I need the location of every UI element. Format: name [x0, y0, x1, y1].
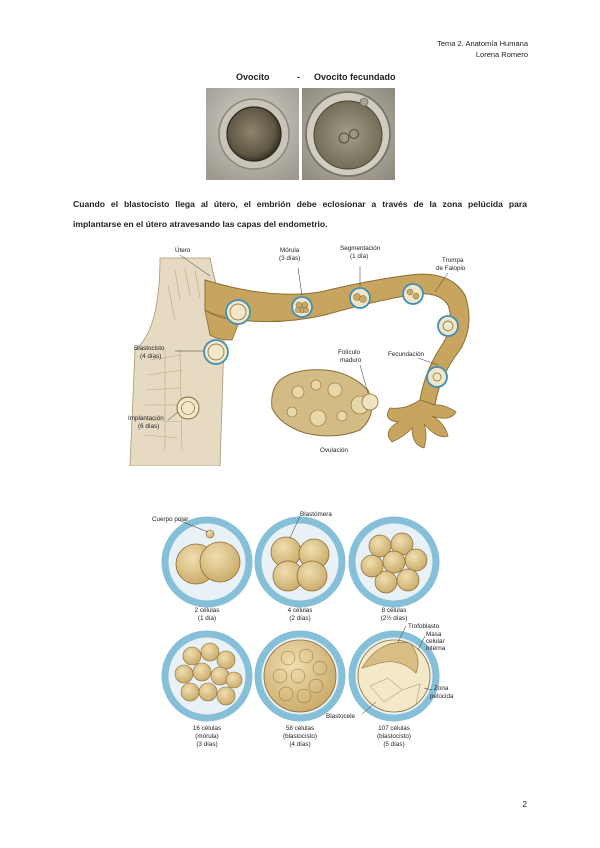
paragraph-line-2: implantarse en el útero atravesando las capas del endometrio.: [73, 219, 328, 229]
stage-3-days: (2½ días): [380, 615, 408, 622]
stage-3-count: 8 células: [381, 607, 407, 614]
stage-5-days: (4 días): [289, 741, 311, 748]
label-segmentation: Segmentación: [340, 245, 381, 252]
label-tube-line2: de Falopio: [436, 265, 466, 272]
page-number: 2: [522, 800, 527, 809]
fertilization-pathway-diagram: [120, 240, 500, 466]
label-tube-line1: Trompa: [442, 257, 464, 264]
stage-5-type: (blastocisto): [283, 733, 317, 740]
label-follicle-line1: Folículo: [338, 349, 361, 356]
label-zona-line2: pelúcida: [430, 693, 454, 700]
caption-fertilized-oocyte: Ovocito fecundado: [314, 72, 396, 82]
stage-2-count: 4 células: [287, 607, 313, 614]
stage-6-days: (5 días): [383, 741, 405, 748]
header-author: Lorena Romero: [475, 50, 528, 59]
label-blastocyst-days: (4 días): [140, 353, 162, 360]
label-polar-body: Cuerpo polar: [152, 516, 189, 523]
header-course: Tema 2. Anatomía Humana: [437, 39, 528, 48]
label-implantation: Implantación: [128, 415, 164, 422]
label-implantation-days: (6 días): [138, 423, 160, 430]
label-morula-days: (3 días): [279, 255, 301, 262]
label-follicle-line2: maduro: [340, 357, 362, 364]
caption-dash: -: [297, 72, 300, 82]
caption-oocyte: Ovocito: [236, 72, 270, 82]
label-zona-line1: Zona: [434, 685, 449, 692]
label-fertilization: Fecundación: [388, 351, 425, 358]
label-blastocoel: Blastocele: [326, 713, 356, 720]
paragraph-line-1: Cuando el blastocisto llega al útero, el embrión debe eclosionar a través de la zona pelúcida para: [73, 199, 527, 209]
label-inner-mass-line3: interna: [426, 645, 446, 652]
stage-1-days: (1 día): [197, 615, 217, 622]
label-blastomere: Blastómera: [300, 511, 332, 518]
cleavage-stages-diagram: [140, 508, 460, 758]
label-inner-mass-line1: Masa: [426, 631, 442, 638]
document-header: [437, 38, 528, 60]
stage-2-days: (2 días): [289, 615, 311, 622]
stage-5-count: 58 células: [285, 725, 315, 732]
label-morula: Mórula: [280, 247, 300, 254]
label-segmentation-days: (1 día): [350, 253, 369, 260]
label-uterus: Útero: [175, 247, 191, 254]
stage-6-type: (blastocisto): [377, 733, 411, 740]
stage-4-type: (mórula): [195, 733, 219, 740]
stage-4-days: (3 días): [196, 741, 218, 748]
label-ovulation: Ovulación: [320, 447, 349, 454]
stage-6-count: 107 células: [378, 725, 410, 732]
stage-1-count: 2 células: [194, 607, 220, 614]
label-trophoblast: Trofoblasto: [408, 623, 440, 630]
label-inner-mass-line2: celular: [426, 638, 445, 645]
fertilized-oocyte-photo: [302, 88, 395, 180]
label-blastocyst: Blastocisto: [134, 345, 165, 352]
oocyte-photo: [206, 88, 299, 180]
stage-4-count: 16 células: [192, 725, 222, 732]
